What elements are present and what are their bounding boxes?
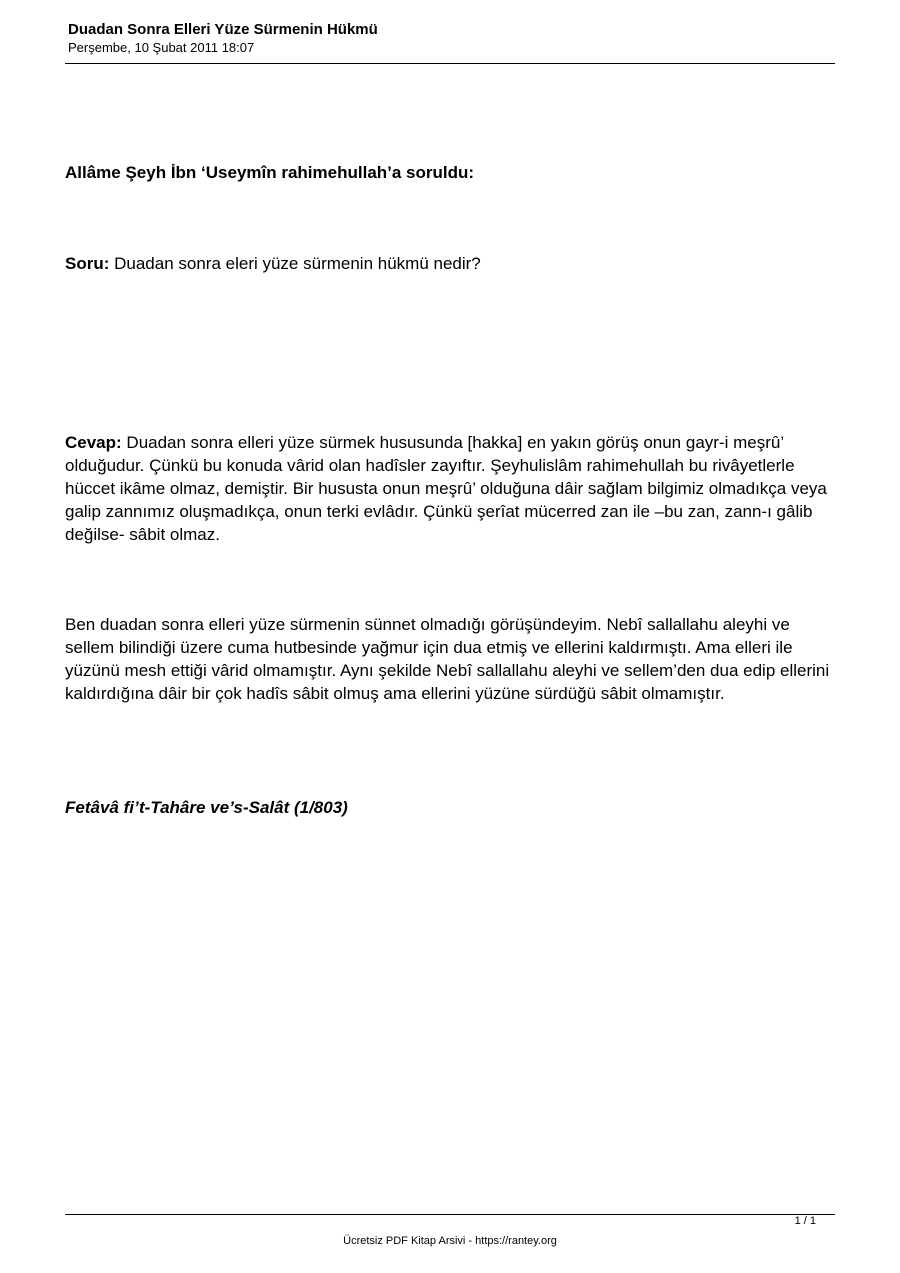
answer-label: Cevap: xyxy=(65,433,122,452)
source-citation xyxy=(65,796,835,819)
header-divider xyxy=(65,63,835,64)
second-paragraph-text: Ben duadan sonra elleri yüze sürmenin sünnet olmadığı görüşündeyim. Nebî sallallahu aleyhi ve sellem bilindiği üzere cuma hutbesinde yağmur için dua etmiş ve ellerini kaldırmıştı. Ama elleri ile yüzünü mesh ettiği vârid olmamıştır. Aynı şekilde Nebî sallallahu aleyhi ve sellem’den dua edip ellerini kaldırdığına dâir bir çok hadîs sâbit olmuş ama ellerini yüzüne sürdüğü sâbit olmamıştır. xyxy=(65,615,830,703)
question-paragraph xyxy=(65,252,835,275)
source-text: Fetâvâ fi’t-Tahâre ve’s-Salât (1/803) xyxy=(65,798,348,817)
intro-line xyxy=(65,161,835,184)
intro-text: Allâme Şeyh İbn ‘Useymîn rahimehullah’a soruldu: xyxy=(65,163,475,182)
page-number: 1 / 1 xyxy=(794,1215,816,1227)
footer-text: Ücretsiz PDF Kitap Arsivi - https://rantey.org xyxy=(343,1235,557,1247)
answer-text: Duadan sonra elleri yüze sürmek hususunda [hakka] en yakın görüş onun gayr-i meşrû’ olduğudur. Çünkü bu konuda vârid olan hadîsler zayıftır. Şeyhulislâm rahimehullah bu rivâyetlerle hüccet ikâme olmaz, demiştir. Bir hususta onun meşrû’ olduğuna dâir sağlam bilgimiz olmadıkça veya galip zannımız oluşmadıkça, onun terki evlâdır. Çünkü şerîat mücerred zan ile –bu zan, zann-ı gâlib değilse- sâbit olmaz. xyxy=(65,433,827,544)
question-text: Duadan sonra eleri yüze sürmenin hükmü nedir? xyxy=(109,254,481,273)
footer-divider xyxy=(65,1214,835,1215)
document-date: Perşembe, 10 Şubat 2011 18:07 xyxy=(68,40,255,55)
document-title: Duadan Sonra Elleri Yüze Sürmenin Hükmü xyxy=(68,21,378,38)
question-label: Soru: xyxy=(65,254,110,273)
second-paragraph xyxy=(65,613,835,705)
answer-paragraph xyxy=(65,431,835,546)
